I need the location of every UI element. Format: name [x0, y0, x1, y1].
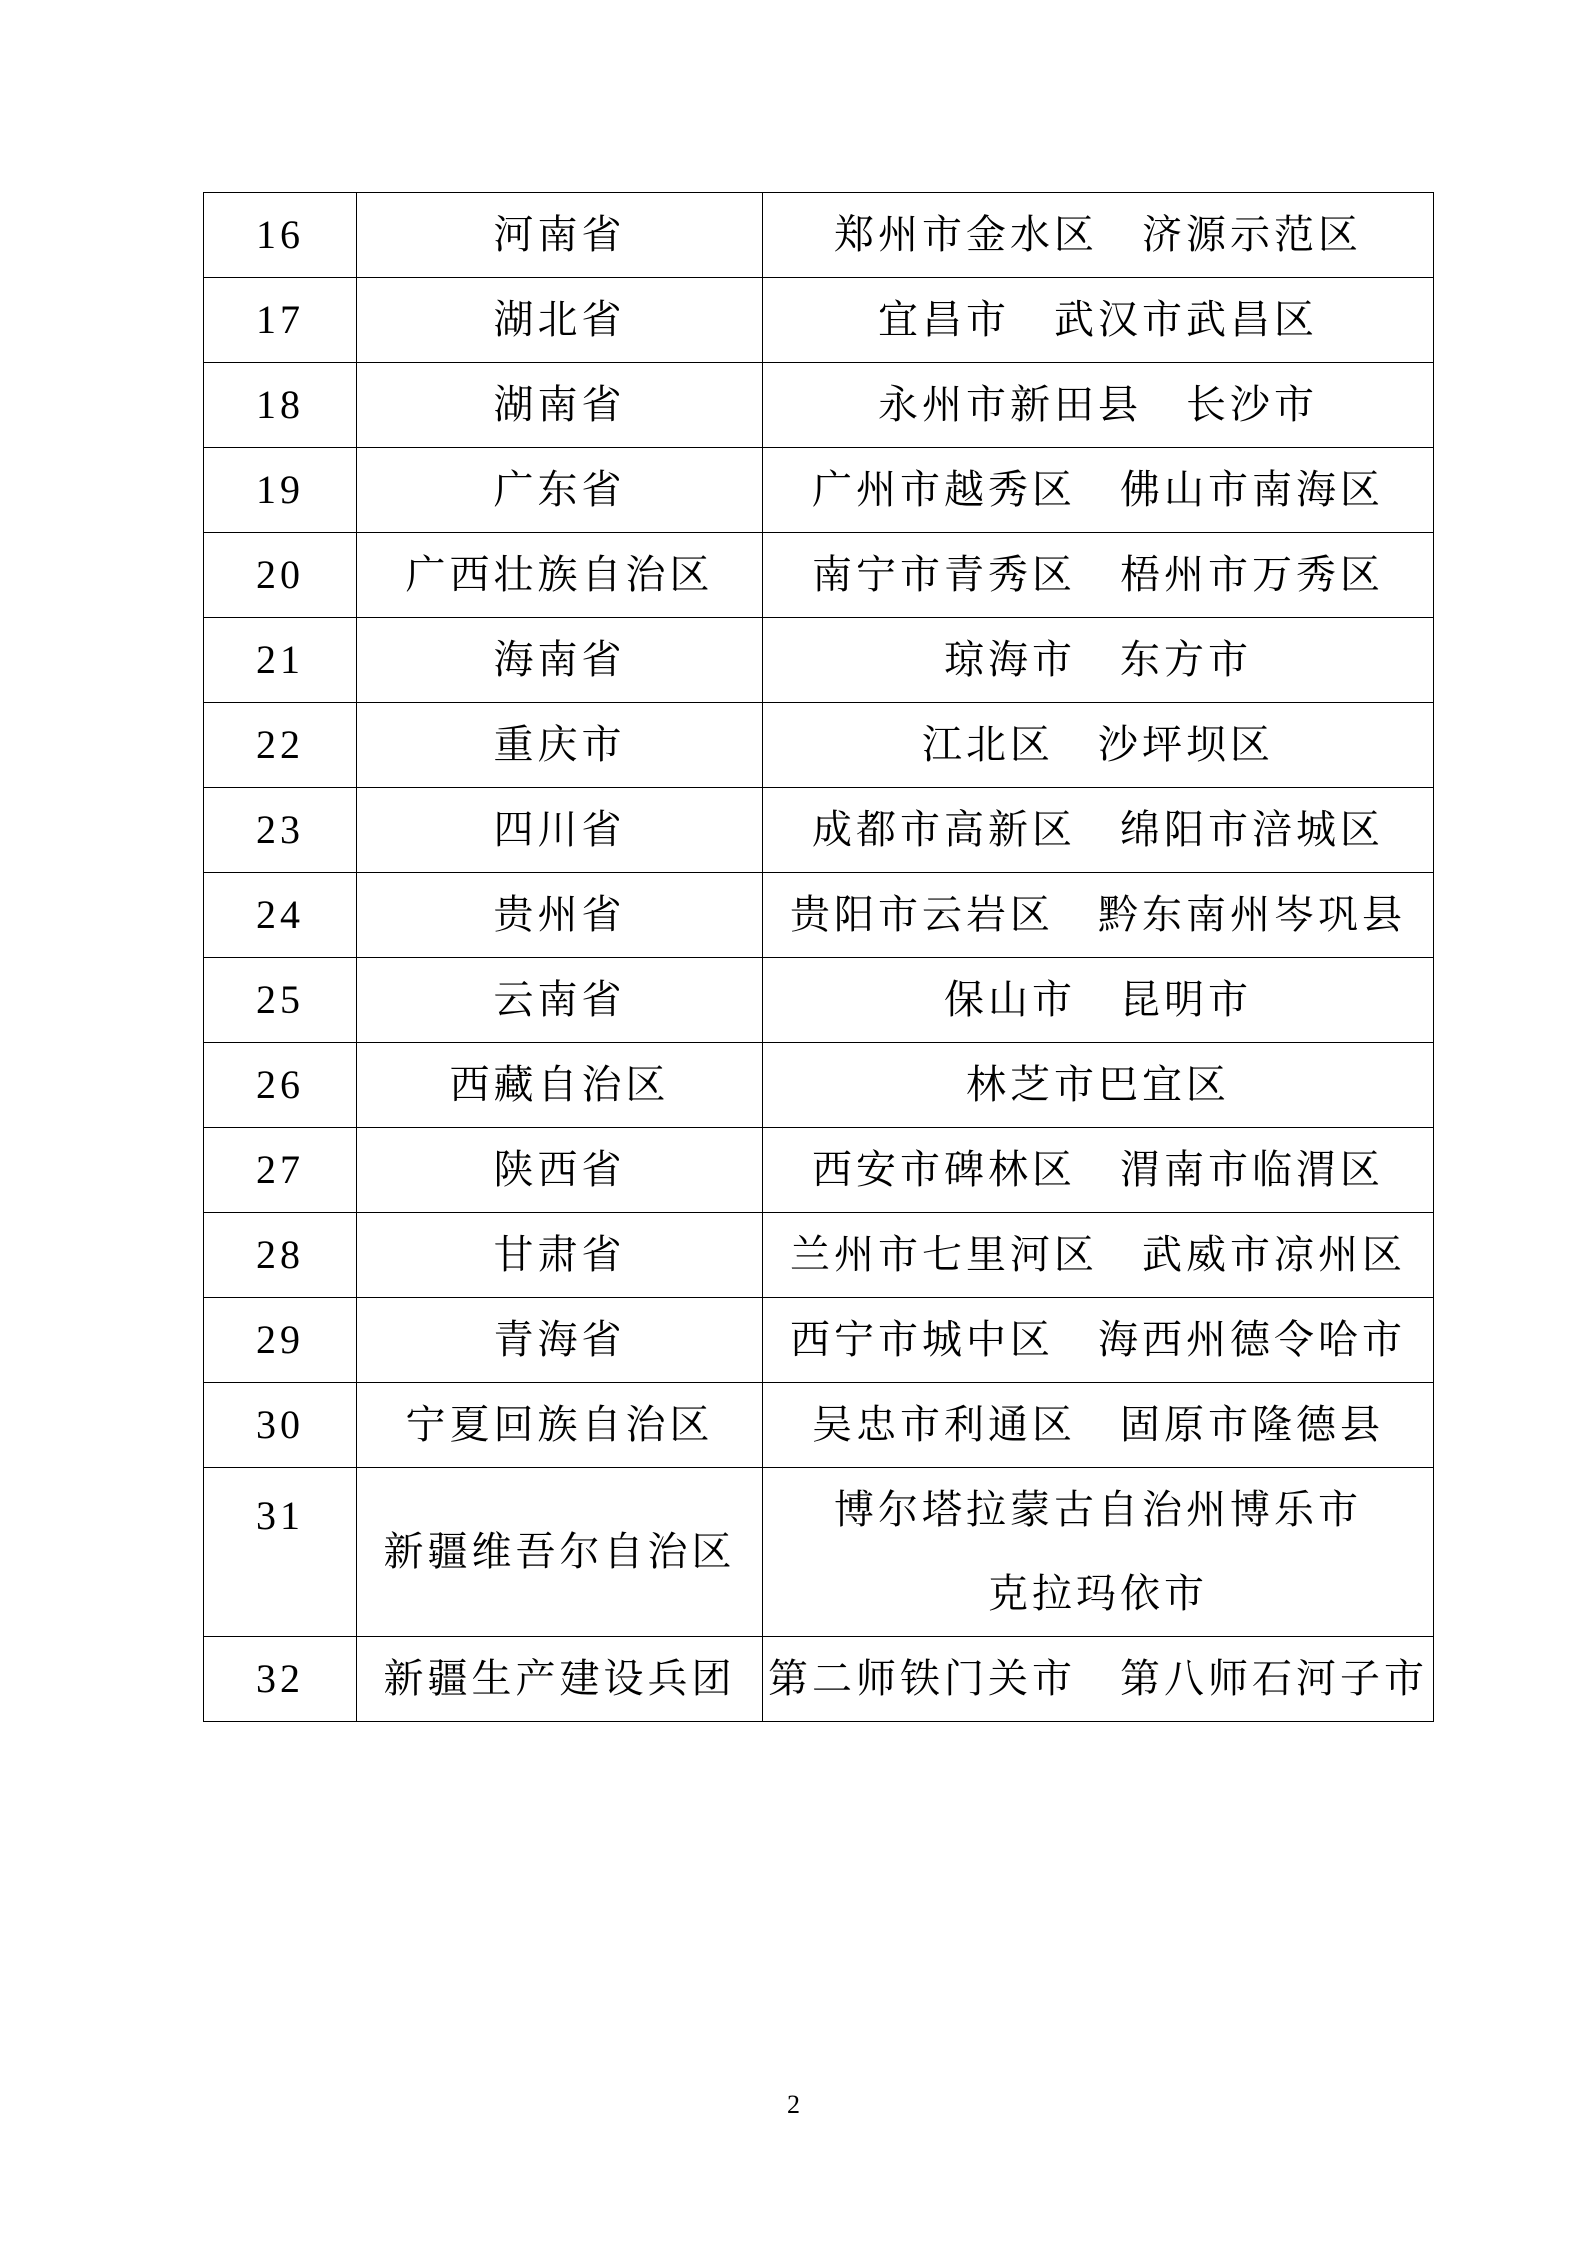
- province-cell: 贵州省: [357, 873, 763, 958]
- cities-cell: 西安市碑林区 渭南市临渭区: [763, 1128, 1434, 1213]
- table-row: [204, 618, 1434, 703]
- table-row: [204, 703, 1434, 788]
- row-number: 27: [204, 1128, 357, 1213]
- row-number: 21: [204, 618, 357, 703]
- table-row: [204, 1468, 1434, 1637]
- row-number: 17: [204, 278, 357, 363]
- province-cell: 甘肃省: [357, 1213, 763, 1298]
- table-row: [204, 1043, 1434, 1128]
- row-number: 24: [204, 873, 357, 958]
- province-cell: 云南省: [357, 958, 763, 1043]
- province-cell: 四川省: [357, 788, 763, 873]
- cities-cell: [763, 1468, 1434, 1637]
- row-number: 25: [204, 958, 357, 1043]
- table-row: [204, 788, 1434, 873]
- cities-cell: 永州市新田县 长沙市: [763, 363, 1434, 448]
- cities-cell: 江北区 沙坪坝区: [763, 703, 1434, 788]
- row-number: 20: [204, 533, 357, 618]
- province-cell: 青海省: [357, 1298, 763, 1383]
- province-cell: 西藏自治区: [357, 1043, 763, 1128]
- table-row: [204, 448, 1434, 533]
- table-row: [204, 1298, 1434, 1383]
- cities-cell: 郑州市金水区 济源示范区: [763, 193, 1434, 278]
- row-number: 32: [204, 1637, 357, 1722]
- cities-cell: 西宁市城中区 海西州德令哈市: [763, 1298, 1434, 1383]
- table-row: [204, 958, 1434, 1043]
- province-cell: 广西壮族自治区: [357, 533, 763, 618]
- table-row: [204, 363, 1434, 448]
- table-row: [204, 193, 1434, 278]
- table-row: [204, 1383, 1434, 1468]
- table-row: [204, 1213, 1434, 1298]
- province-cell: 湖北省: [357, 278, 763, 363]
- table-row: [204, 278, 1434, 363]
- province-cell: 广东省: [357, 448, 763, 533]
- row-number: 22: [204, 703, 357, 788]
- cities-cell: 广州市越秀区 佛山市南海区: [763, 448, 1434, 533]
- cities-cell: 贵阳市云岩区 黔东南州岑巩县: [763, 873, 1434, 958]
- row-number: 29: [204, 1298, 357, 1383]
- region-table: [203, 192, 1434, 1722]
- row-number: 28: [204, 1213, 357, 1298]
- cities-cell: 林芝市巴宜区: [763, 1043, 1434, 1128]
- cities-cell: 成都市高新区 绵阳市涪城区: [763, 788, 1434, 873]
- province-cell: 河南省: [357, 193, 763, 278]
- row-number: 31: [204, 1468, 357, 1637]
- province-cell: 湖南省: [357, 363, 763, 448]
- cities-cell: 保山市 昆明市: [763, 958, 1434, 1043]
- row-number: 30: [204, 1383, 357, 1468]
- province-cell: 宁夏回族自治区: [357, 1383, 763, 1468]
- province-cell: 新疆生产建设兵团: [357, 1637, 763, 1722]
- row-number: 23: [204, 788, 357, 873]
- row-number: 19: [204, 448, 357, 533]
- province-cell: 重庆市: [357, 703, 763, 788]
- province-cell: 新疆维吾尔自治区: [357, 1468, 763, 1637]
- cities-cell: 吴忠市利通区 固原市隆德县: [763, 1383, 1434, 1468]
- cities-cell: 宜昌市 武汉市武昌区: [763, 278, 1434, 363]
- row-number: 16: [204, 193, 357, 278]
- table-row: [204, 533, 1434, 618]
- table-row: [204, 1128, 1434, 1213]
- cities-cell: 兰州市七里河区 武威市凉州区: [763, 1213, 1434, 1298]
- province-cell: 陕西省: [357, 1128, 763, 1213]
- table-row: [204, 1637, 1434, 1722]
- cities-cell: 南宁市青秀区 梧州市万秀区: [763, 533, 1434, 618]
- row-number: 18: [204, 363, 357, 448]
- table-row: [204, 873, 1434, 958]
- province-cell: 海南省: [357, 618, 763, 703]
- cities-cell: 琼海市 东方市: [763, 618, 1434, 703]
- row-number: 26: [204, 1043, 357, 1128]
- cities-line: 博尔塔拉蒙古自治州博乐市: [834, 1487, 1362, 1533]
- cities-cell: 第二师铁门关市 第八师石河子市: [763, 1637, 1434, 1722]
- cities-line: 克拉玛依市: [988, 1571, 1208, 1617]
- page-number: 2: [787, 2090, 800, 2119]
